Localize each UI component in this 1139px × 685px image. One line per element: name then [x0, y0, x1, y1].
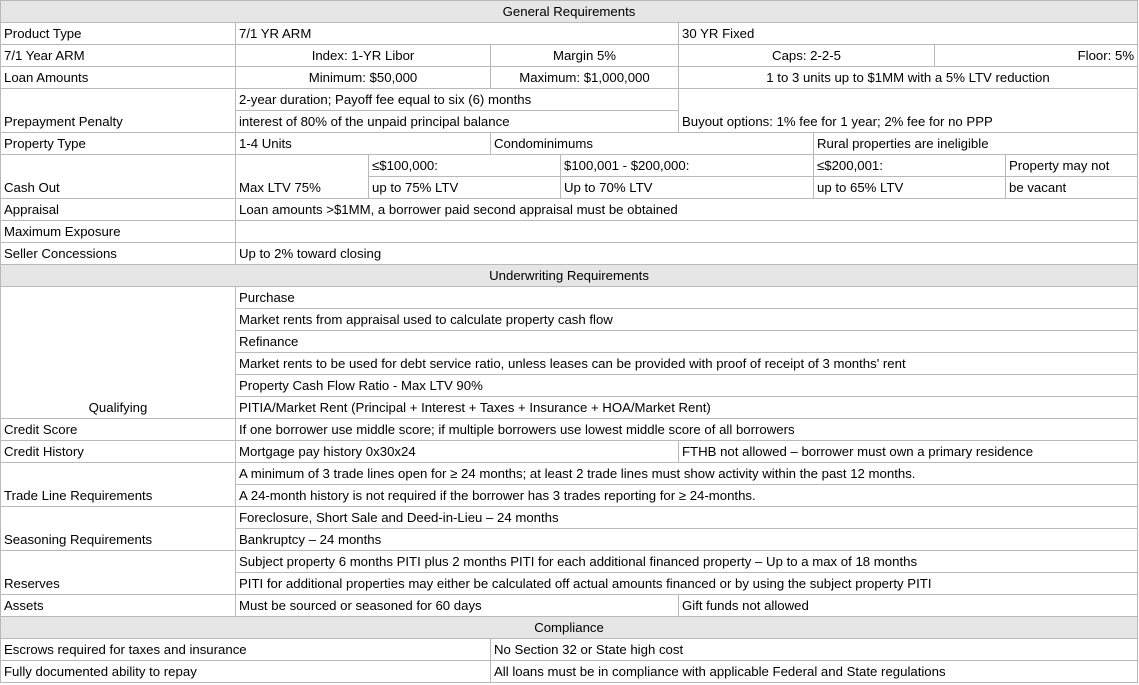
row-appraisal: [1, 199, 1138, 221]
label-reserves: Reserves: [1, 551, 236, 595]
section-compliance-header: [1, 617, 1138, 639]
value-repay: Fully documented ability to repay: [1, 661, 491, 683]
value-section32: No Section 32 or State high cost: [491, 639, 1138, 661]
value-product-fixed: 30 YR Fixed: [679, 23, 1138, 45]
value-cash-out-tier1-ltv: up to 75% LTV: [369, 177, 561, 199]
value-loan-units: 1 to 3 units up to $1MM with a 5% LTV reduction: [679, 67, 1138, 89]
label-property-type: Property Type: [1, 133, 236, 155]
value-gift-funds: Gift funds not allowed: [679, 595, 1138, 617]
section-general-header: [1, 1, 1138, 23]
value-seasoning-1: Foreclosure, Short Sale and Deed-in-Lieu – 24 months: [236, 507, 1138, 529]
value-regulations: All loans must be in compliance with applicable Federal and State regulations: [491, 661, 1138, 683]
row-seasoning-1: [1, 507, 1138, 529]
label-appraisal: Appraisal: [1, 199, 236, 221]
value-index: Index: 1-YR Libor: [236, 45, 491, 67]
value-product-arm: 7/1 YR ARM: [236, 23, 679, 45]
value-cash-out-tier3-amount: ≤$200,001:: [814, 155, 1006, 177]
value-cash-out-max-ltv: Max LTV 75%: [236, 155, 369, 199]
label-assets: Assets: [1, 595, 236, 617]
value-reserves-2: PITI for additional properties may either be calculated off actual amounts financed or by using the subject property PITI: [236, 573, 1138, 595]
label-seasoning: Seasoning Requirements: [1, 507, 236, 551]
value-cash-out-tier2-amount: $100,001 - $200,000:: [561, 155, 814, 177]
value-cash-out-tier3-ltv: up to 65% LTV: [814, 177, 1006, 199]
value-seasoning-2: Bankruptcy – 24 months: [236, 529, 1138, 551]
value-credit-score: If one borrower use middle score; if multiple borrowers use lowest middle score of all borrowers: [236, 419, 1138, 441]
label-seller-concessions: Seller Concessions: [1, 243, 236, 265]
value-trade-lines-1: A minimum of 3 trade lines open for ≥ 24 months; at least 2 trade lines must show activity within the past 12 months.: [236, 463, 1138, 485]
row-seller-concessions: [1, 243, 1138, 265]
section-underwriting-header: [1, 265, 1138, 287]
value-prepayment-line1: 2-year duration; Payoff fee equal to six (6) months: [236, 89, 679, 111]
value-margin: Margin 5%: [491, 45, 679, 67]
section-title-general: General Requirements: [1, 1, 1138, 23]
value-appraisal: Loan amounts >$1MM, a borrower paid second appraisal must be obtained: [236, 199, 1138, 221]
value-reserves-1: Subject property 6 months PITI plus 2 months PITI for each additional financed property – Up to a max of 18 months: [236, 551, 1138, 573]
value-credit-history: Mortgage pay history 0x30x24: [236, 441, 679, 463]
value-prepayment-buyout: Buyout options: 1% fee for 1 year; 2% fee for no PPP: [679, 89, 1138, 133]
section-title-underwriting: Underwriting Requirements: [1, 265, 1138, 287]
value-cash-out-tier2-ltv: Up to 70% LTV: [561, 177, 814, 199]
value-escrows: Escrows required for taxes and insurance: [1, 639, 491, 661]
row-credit-history: [1, 441, 1138, 463]
label-cash-out: Cash Out: [1, 155, 236, 199]
row-qualifying-1: [1, 287, 1138, 309]
label-arm: 7/1 Year ARM: [1, 45, 236, 67]
value-qualifying-line: Property Cash Flow Ratio - Max LTV 90%: [236, 375, 1138, 397]
row-compliance-2: [1, 661, 1138, 683]
label-max-exposure: Maximum Exposure: [1, 221, 236, 243]
value-qualifying-line: Market rents to be used for debt service ratio, unless leases can be provided with proof of receipt of 3 months' rent: [236, 353, 1138, 375]
value-property-rural: Rural properties are ineligible: [814, 133, 1138, 155]
row-cash-out-1: [1, 155, 1138, 177]
row-credit-score: [1, 419, 1138, 441]
label-loan-amounts: Loan Amounts: [1, 67, 236, 89]
label-prepayment: Prepayment Penalty: [1, 89, 236, 133]
value-fthb: FTHB not allowed – borrower must own a primary residence: [679, 441, 1138, 463]
row-product-type: [1, 23, 1138, 45]
section-title-compliance: Compliance: [1, 617, 1138, 639]
row-trade-lines-1: [1, 463, 1138, 485]
value-qualifying-line: Refinance: [236, 331, 1138, 353]
value-property-condo: Condominimums: [491, 133, 814, 155]
row-max-exposure: [1, 221, 1138, 243]
label-product-type: Product Type: [1, 23, 236, 45]
row-loan-amounts: [1, 67, 1138, 89]
label-qualifying: Qualifying: [1, 287, 236, 419]
value-loan-min: Minimum: $50,000: [236, 67, 491, 89]
value-max-exposure: [236, 221, 1138, 243]
row-compliance-1: [1, 639, 1138, 661]
value-property-units: 1-4 Units: [236, 133, 491, 155]
row-reserves-1: [1, 551, 1138, 573]
row-prepayment-1: [1, 89, 1138, 111]
value-cash-out-tier1-amount: ≤$100,000:: [369, 155, 561, 177]
value-assets: Must be sourced or seasoned for 60 days: [236, 595, 679, 617]
row-arm-terms: [1, 45, 1138, 67]
label-trade-lines: Trade Line Requirements: [1, 463, 236, 507]
value-qualifying-line: PITIA/Market Rent (Principal + Interest + Taxes + Insurance + HOA/Market Rent): [236, 397, 1138, 419]
value-loan-max: Maximum: $1,000,000: [491, 67, 679, 89]
row-property-type: [1, 133, 1138, 155]
value-prepayment-line2: interest of 80% of the unpaid principal balance: [236, 111, 679, 133]
value-qualifying-line: Purchase: [236, 287, 1138, 309]
value-caps: Caps: 2-2-5: [679, 45, 935, 67]
value-trade-lines-2: A 24-month history is not required if the borrower has 3 trades reporting for ≥ 24-months.: [236, 485, 1138, 507]
row-assets: [1, 595, 1138, 617]
value-floor: Floor: 5%: [935, 45, 1138, 67]
value-qualifying-line: Market rents from appraisal used to calculate property cash flow: [236, 309, 1138, 331]
value-seller-concessions: Up to 2% toward closing: [236, 243, 1138, 265]
label-credit-history: Credit History: [1, 441, 236, 463]
value-cash-out-vacant-2: be vacant: [1006, 177, 1138, 199]
value-cash-out-vacant-1: Property may not: [1006, 155, 1138, 177]
label-credit-score: Credit Score: [1, 419, 236, 441]
